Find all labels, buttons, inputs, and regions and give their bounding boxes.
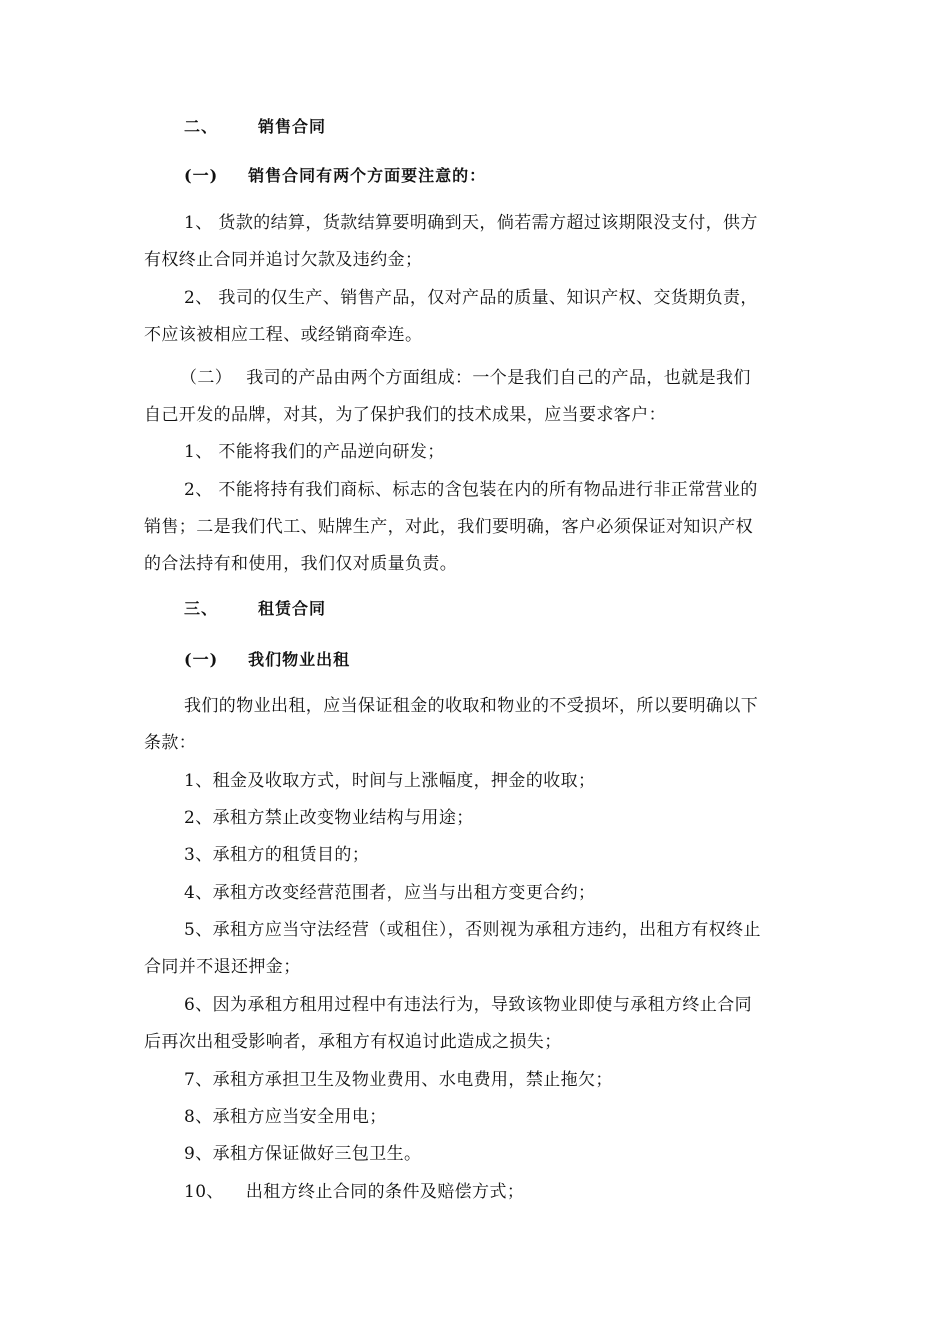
paragraph-line: 1、 货款的结算，货款结算要明确到天，倘若需方超过该期限没支付，供方 — [184, 213, 758, 233]
subsection-title: 我们物业出租 — [248, 650, 351, 669]
list-item: 3、承租方的租赁目的； — [184, 845, 370, 865]
subsection-title: 销售合同有两个方面要注意的： — [248, 166, 487, 185]
paragraph-line: 的合法持有和使用，我们仅对质量负责。 — [144, 554, 458, 574]
list-item: 8、承租方应当安全用电； — [184, 1107, 387, 1127]
paragraph-line: 我们的物业出租，应当保证租金的收取和物业的不受损坏，所以要明确以下 — [184, 696, 759, 716]
subsection-heading — [184, 648, 350, 672]
paragraph-line: 2、 我司的仅生产、销售产品，仅对产品的质量、知识产权、交货期负责， — [184, 288, 758, 308]
list-item: 1、租金及收取方式，时间与上涨幅度，押金的收取； — [184, 771, 596, 791]
paragraph-line: 合同并不退还押金； — [144, 957, 301, 977]
list-item-text: 出租方终止合同的条件及赔偿方式； — [245, 1182, 525, 1202]
paragraph-line: 不应该被相应工程、或经销商牵连。 — [144, 325, 423, 345]
section-heading-lease-contract — [184, 597, 326, 621]
paragraph-line: 后再次出租受影响者，承租方有权追讨此造成之损失； — [144, 1032, 562, 1052]
subsection-number: (一) — [184, 166, 219, 185]
section-number: 二、 — [184, 117, 219, 136]
list-item: 2、承租方禁止改变物业结构与用途； — [184, 808, 474, 828]
paragraph-line: 销售；二是我们代工、贴牌生产，对此，我们要明确，客户必须保证对知识产权 — [144, 517, 753, 537]
section-heading-sales-contract — [184, 115, 326, 139]
list-item — [184, 1180, 524, 1204]
paragraph-line: 1、 不能将我们的产品逆向研发； — [184, 442, 445, 462]
list-item: 4、承租方改变经营范围者，应当与出租方变更合约； — [184, 883, 596, 903]
paragraph-line: 自己开发的品牌，对其，为了保护我们的技术成果，应当要求客户： — [144, 405, 666, 425]
list-item: 7、承租方承担卫生及物业费用、水电费用，禁止拖欠； — [184, 1070, 613, 1090]
list-item: 6、因为承租方租用过程中有违法行为，导致该物业即使与承租方终止合同 — [184, 995, 753, 1015]
section-number: 三、 — [184, 599, 219, 618]
section-title: 租赁合同 — [258, 599, 327, 618]
subsection-heading — [184, 164, 486, 188]
paragraph-line: 条款： — [144, 733, 197, 753]
list-item: 5、承租方应当守法经营（或租住），否则视为承租方违约，出租方有权终止 — [184, 920, 761, 940]
paragraph-text: 我司的产品由两个方面组成：一个是我们自己的产品，也就是我们 — [246, 368, 751, 388]
subsection-number: （二） — [180, 368, 233, 388]
subsection-number: (一) — [184, 650, 219, 669]
paragraph-line: 2、 不能将持有我们商标、标志的含包装在内的所有物品进行非正常营业的 — [184, 480, 758, 500]
list-item-number: 10、 — [184, 1182, 224, 1202]
subsection-paragraph — [180, 366, 751, 390]
list-item: 9、承租方保证做好三包卫生。 — [184, 1144, 422, 1164]
section-title: 销售合同 — [258, 117, 327, 136]
paragraph-line: 有权终止合同并追讨欠款及违约金； — [144, 250, 423, 270]
